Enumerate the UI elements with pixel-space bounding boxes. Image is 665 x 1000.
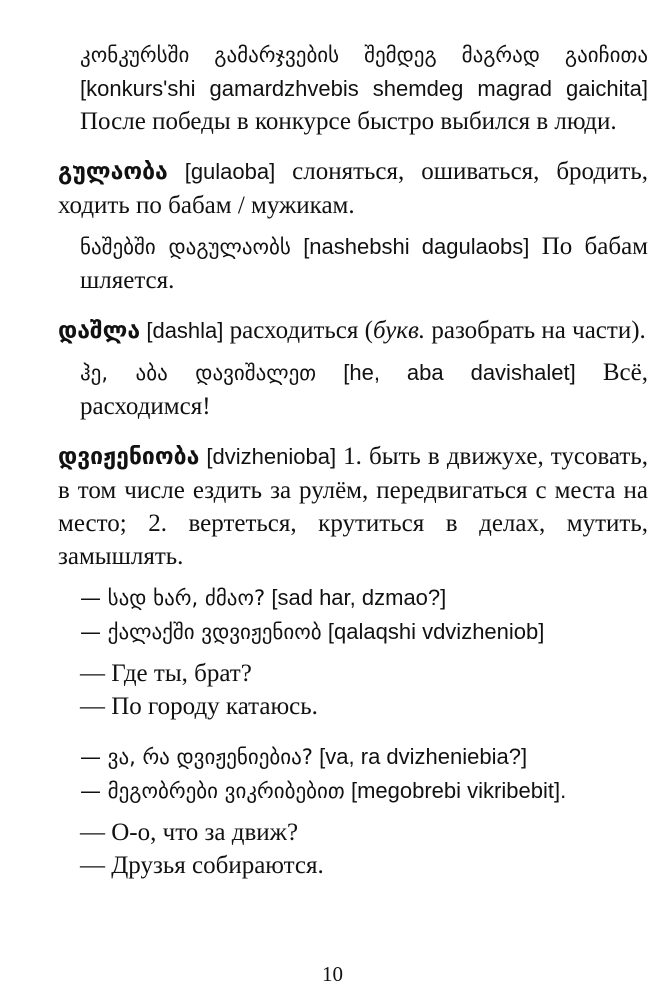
- example-translation: После победы в конкурсе быстро выбился в люди.: [80, 108, 617, 135]
- dialogue-georgian: — სად ხარ, ძმაო?: [80, 586, 266, 610]
- example-continued: [58, 38, 648, 138]
- dialogue-line: [80, 740, 648, 774]
- example-translation: По бабам шляется.: [80, 233, 649, 294]
- example-transliteration: [he, aba davishalet]: [343, 360, 576, 385]
- dialogue-transliteration: [qalaqshi vdvizheniob]: [327, 619, 545, 644]
- headword-transliteration: [gulaoba]: [184, 159, 276, 184]
- headword: გულაობა: [58, 159, 168, 185]
- dialogue-russian-1: [58, 657, 648, 723]
- headword: დვიჟენიობა: [58, 444, 200, 470]
- dialogue-transliteration: [va, ra dvizheniebia?]: [319, 744, 528, 769]
- dialogue-transliteration: [megobrebi vikribebit].: [350, 778, 567, 803]
- dialogue-georgian-2: [58, 740, 648, 808]
- page-number: 10: [322, 962, 343, 986]
- headword-transliteration: [dashla]: [146, 318, 224, 343]
- entry-dvizhenioba: [58, 440, 648, 573]
- example-georgian: კონკურსში გამარჯვების შემდეგ მაგრად გაიჩითა: [80, 43, 648, 67]
- definition: 1. быть в движухе, тусовать, в том числе ездить за рулём, передвигаться с места на место; 2. вертеться, крутиться в делах, мутить, замышлять.: [58, 443, 648, 570]
- headword: დაშლა: [58, 318, 141, 344]
- example-georgian: ჰე, აბა დავიშალეთ: [80, 361, 317, 385]
- dialogue-georgian-1: [58, 581, 648, 649]
- dialogue-georgian: — ვა, რა დვიჟენიებია?: [80, 745, 313, 769]
- headword-transliteration: [dvizhenioba]: [206, 444, 337, 469]
- example: [58, 230, 648, 297]
- definition: слоняться, ошиваться, бродить, ходить по бабам / мужикам.: [58, 158, 649, 219]
- example-translation: Всё, расходимся!: [80, 359, 648, 420]
- example: [58, 356, 648, 423]
- entry-dashla: [58, 314, 648, 348]
- dialogue-transliteration: [sad har, dzmao?]: [271, 585, 447, 610]
- entry-gulaoba: [58, 155, 648, 222]
- example-transliteration: [nashebshi dagulaobs]: [303, 234, 530, 259]
- abbreviation-literally: букв.: [372, 317, 426, 344]
- dialogue-line: — Где ты, брат?: [80, 660, 252, 687]
- dialogue-line: [80, 581, 648, 615]
- dialogue-georgian: — ქალაქში ვდვიჟენიობ: [80, 620, 322, 644]
- definition-part-a: расходиться (: [229, 317, 373, 344]
- dialogue-russian-2: [58, 816, 648, 882]
- example-transliteration: [konkurs'shi gamardzhvebis shemdeg magrad gaichita]: [80, 76, 648, 101]
- page-text: [58, 38, 648, 882]
- example-georgian: ნაშებში დაგულაობს: [80, 235, 291, 259]
- dialogue-line: — Друзья собираются.: [80, 852, 324, 879]
- dialogue-georgian: — მეგობრები ვიკრიბებით: [80, 779, 345, 803]
- dialogue-line: [80, 774, 648, 808]
- dialogue-line: — По городу катаюсь.: [80, 693, 318, 720]
- dialogue-line: [80, 615, 648, 649]
- dialogue-line: — О-о, что за движ?: [80, 819, 299, 846]
- definition-part-b: разобрать на части).: [425, 317, 646, 344]
